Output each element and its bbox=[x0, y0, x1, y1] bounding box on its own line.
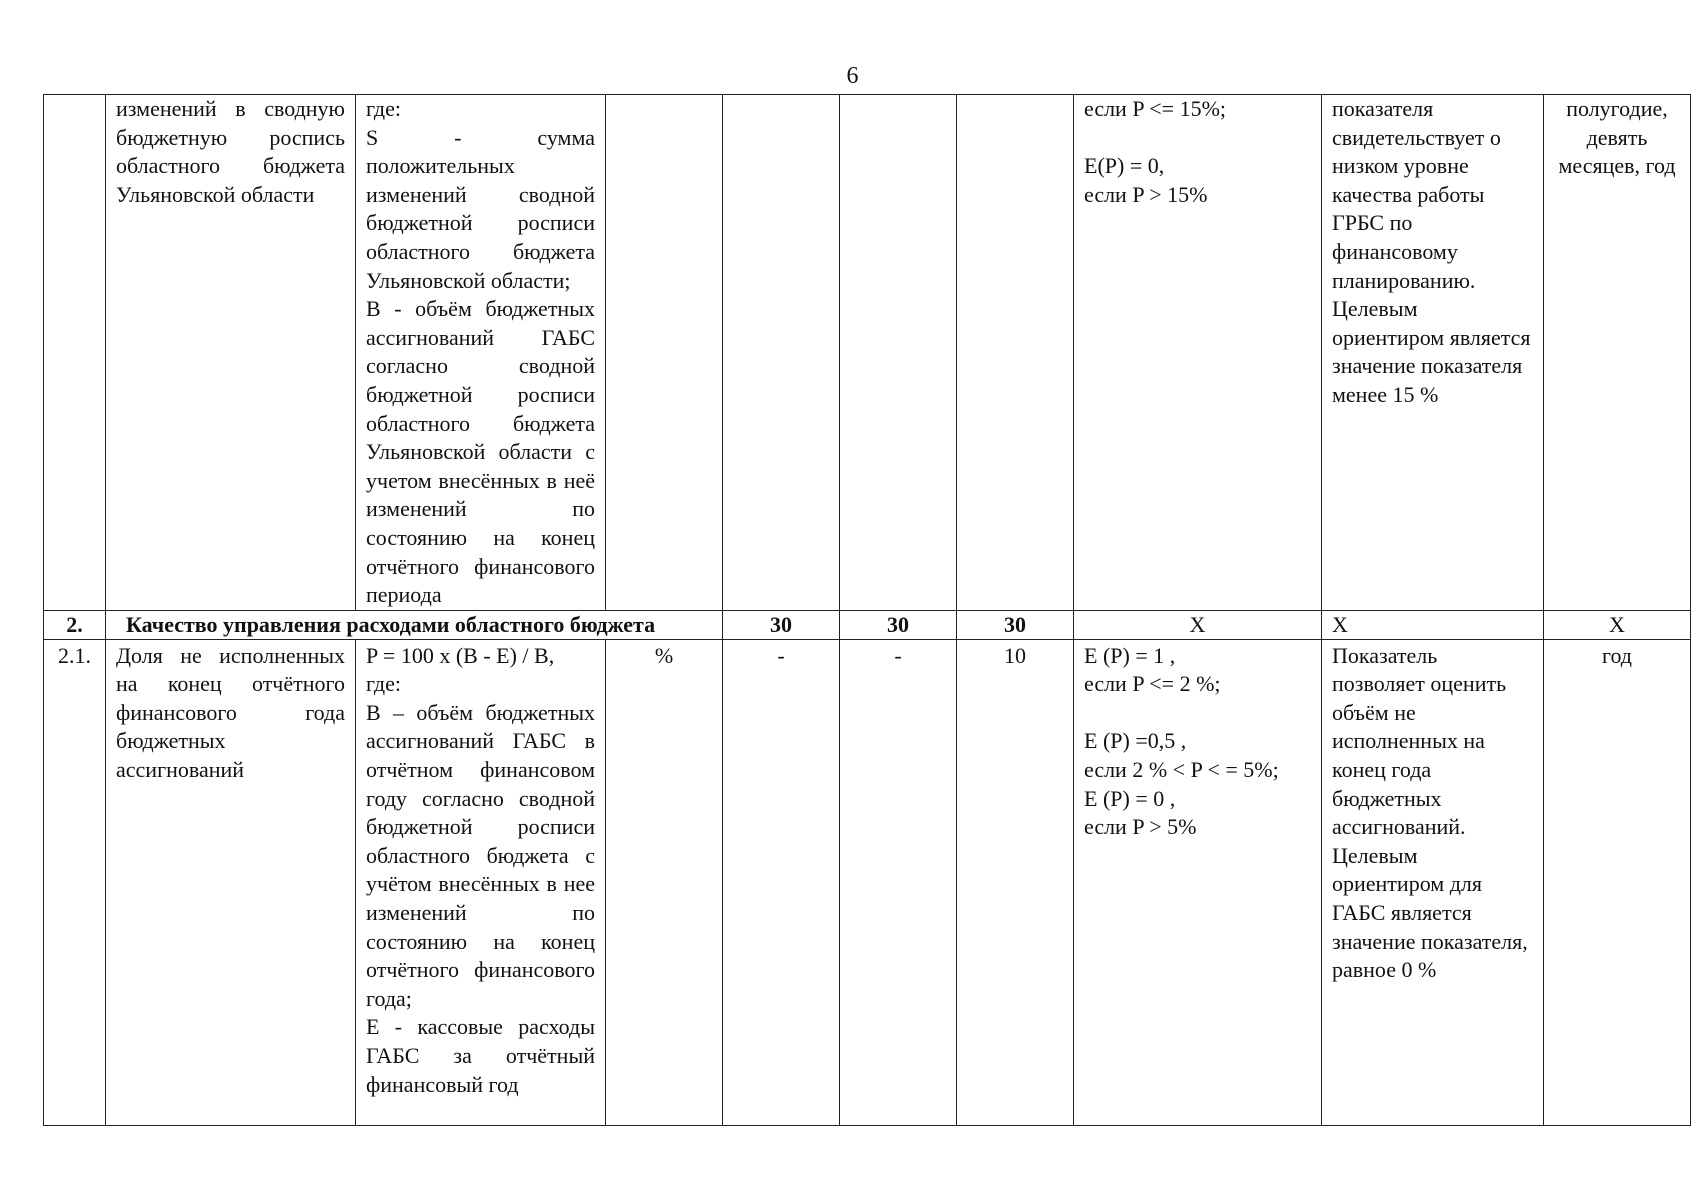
indicator-table bbox=[43, 94, 1691, 1126]
period-cell: год bbox=[1544, 639, 1691, 1125]
formula-cell bbox=[356, 639, 606, 1125]
period-cell: полугодие, девять месяцев, год bbox=[1544, 95, 1691, 611]
value-cell-7: 10 bbox=[957, 639, 1074, 1125]
section-value-7: 30 bbox=[957, 610, 1074, 639]
formula-b-definition: В - объём бюджетных ассигнований ГАБС согласно сводной бюджетной росписи областного бюджета Ульяновской области с учетом внесённых в неё изменений по состоянию на конец отчётного финансового периода bbox=[366, 296, 595, 608]
section-comment: X bbox=[1322, 610, 1544, 639]
section-period: X bbox=[1544, 610, 1691, 639]
section-evaluation: X bbox=[1074, 610, 1322, 639]
formula-b-definition: B – объём бюджетных ассигнований ГАБС в отчётном финансовом году согласно сводной бюджетной росписи областного бюджета с учётом внесённых в нее изменений по состоянию на конец отчётного финансового года; bbox=[366, 699, 595, 1011]
section-title-cell bbox=[106, 610, 723, 639]
evaluation-line: если P > 15% bbox=[1084, 181, 1208, 207]
table-row bbox=[44, 639, 1691, 1125]
evaluation-cell bbox=[1074, 639, 1322, 1125]
formula-s-definition: S - сумма положительных изменений сводной бюджетной росписи областного бюджета Ульяновской области; bbox=[366, 124, 595, 293]
formula-head: P = 100 x (B - E) / B, bbox=[366, 642, 555, 668]
indicator-name-cell: Доля не исполненных на конец отчётного финансового года бюджетных ассигнований bbox=[106, 639, 356, 1125]
evaluation-line: E (P) =0,5 , bbox=[1084, 728, 1187, 754]
value-cell-6 bbox=[840, 95, 957, 611]
evaluation-spacer bbox=[1084, 124, 1311, 153]
unit-cell bbox=[606, 95, 723, 611]
section-value-5: 30 bbox=[723, 610, 840, 639]
table-row bbox=[44, 95, 1691, 611]
evaluation-line: E (P) = 0 , bbox=[1084, 785, 1176, 811]
evaluation-line: E(P) = 0, bbox=[1084, 153, 1165, 179]
evaluation-line: если 2 % < P < = 5%; bbox=[1084, 757, 1279, 783]
unit-cell: % bbox=[606, 639, 723, 1125]
evaluation-line: E (P) = 1 , bbox=[1084, 642, 1176, 668]
formula-cell bbox=[356, 95, 606, 611]
formula-where: где: bbox=[366, 96, 401, 121]
section-number-cell: 2. bbox=[44, 610, 106, 639]
row-number-cell bbox=[44, 95, 106, 611]
comment-cell: показателя свидетельствует о низком уровне качества работы ГРБС по финансовому планированию. Целевым ориентиром является значение показателя менее 15 % bbox=[1322, 95, 1544, 611]
value-cell-7 bbox=[957, 95, 1074, 611]
section-value-6: 30 bbox=[840, 610, 957, 639]
evaluation-line: если P > 5% bbox=[1084, 814, 1197, 840]
value-cell-5 bbox=[723, 95, 840, 611]
indicator-name-cell: изменений в сводную бюджетную роспись областного бюджета Ульяновской области bbox=[106, 95, 356, 611]
row-number-cell: 2.1. bbox=[44, 639, 106, 1125]
page-number: 6 bbox=[846, 63, 859, 89]
section-title: Качество управления расходами областного бюджета bbox=[126, 611, 656, 637]
evaluation-spacer bbox=[1084, 699, 1311, 728]
formula-e-definition: E - кассовые расходы ГАБС за отчётный финансовый год bbox=[366, 1014, 595, 1097]
section-row bbox=[44, 610, 1691, 639]
formula-where: где: bbox=[366, 671, 401, 697]
value-cell-5: - bbox=[723, 639, 840, 1125]
evaluation-cell bbox=[1074, 95, 1322, 611]
comment-cell: Показатель позволяет оценить объём не исполненных на конец года бюджетных ассигнований. Целевым ориентиром для ГАБС является значение показателя, равное 0 % bbox=[1322, 639, 1544, 1125]
evaluation-line: если P <= 15%; bbox=[1084, 96, 1227, 121]
value-cell-6: - bbox=[840, 639, 957, 1125]
evaluation-line: если P <= 2 %; bbox=[1084, 671, 1221, 697]
